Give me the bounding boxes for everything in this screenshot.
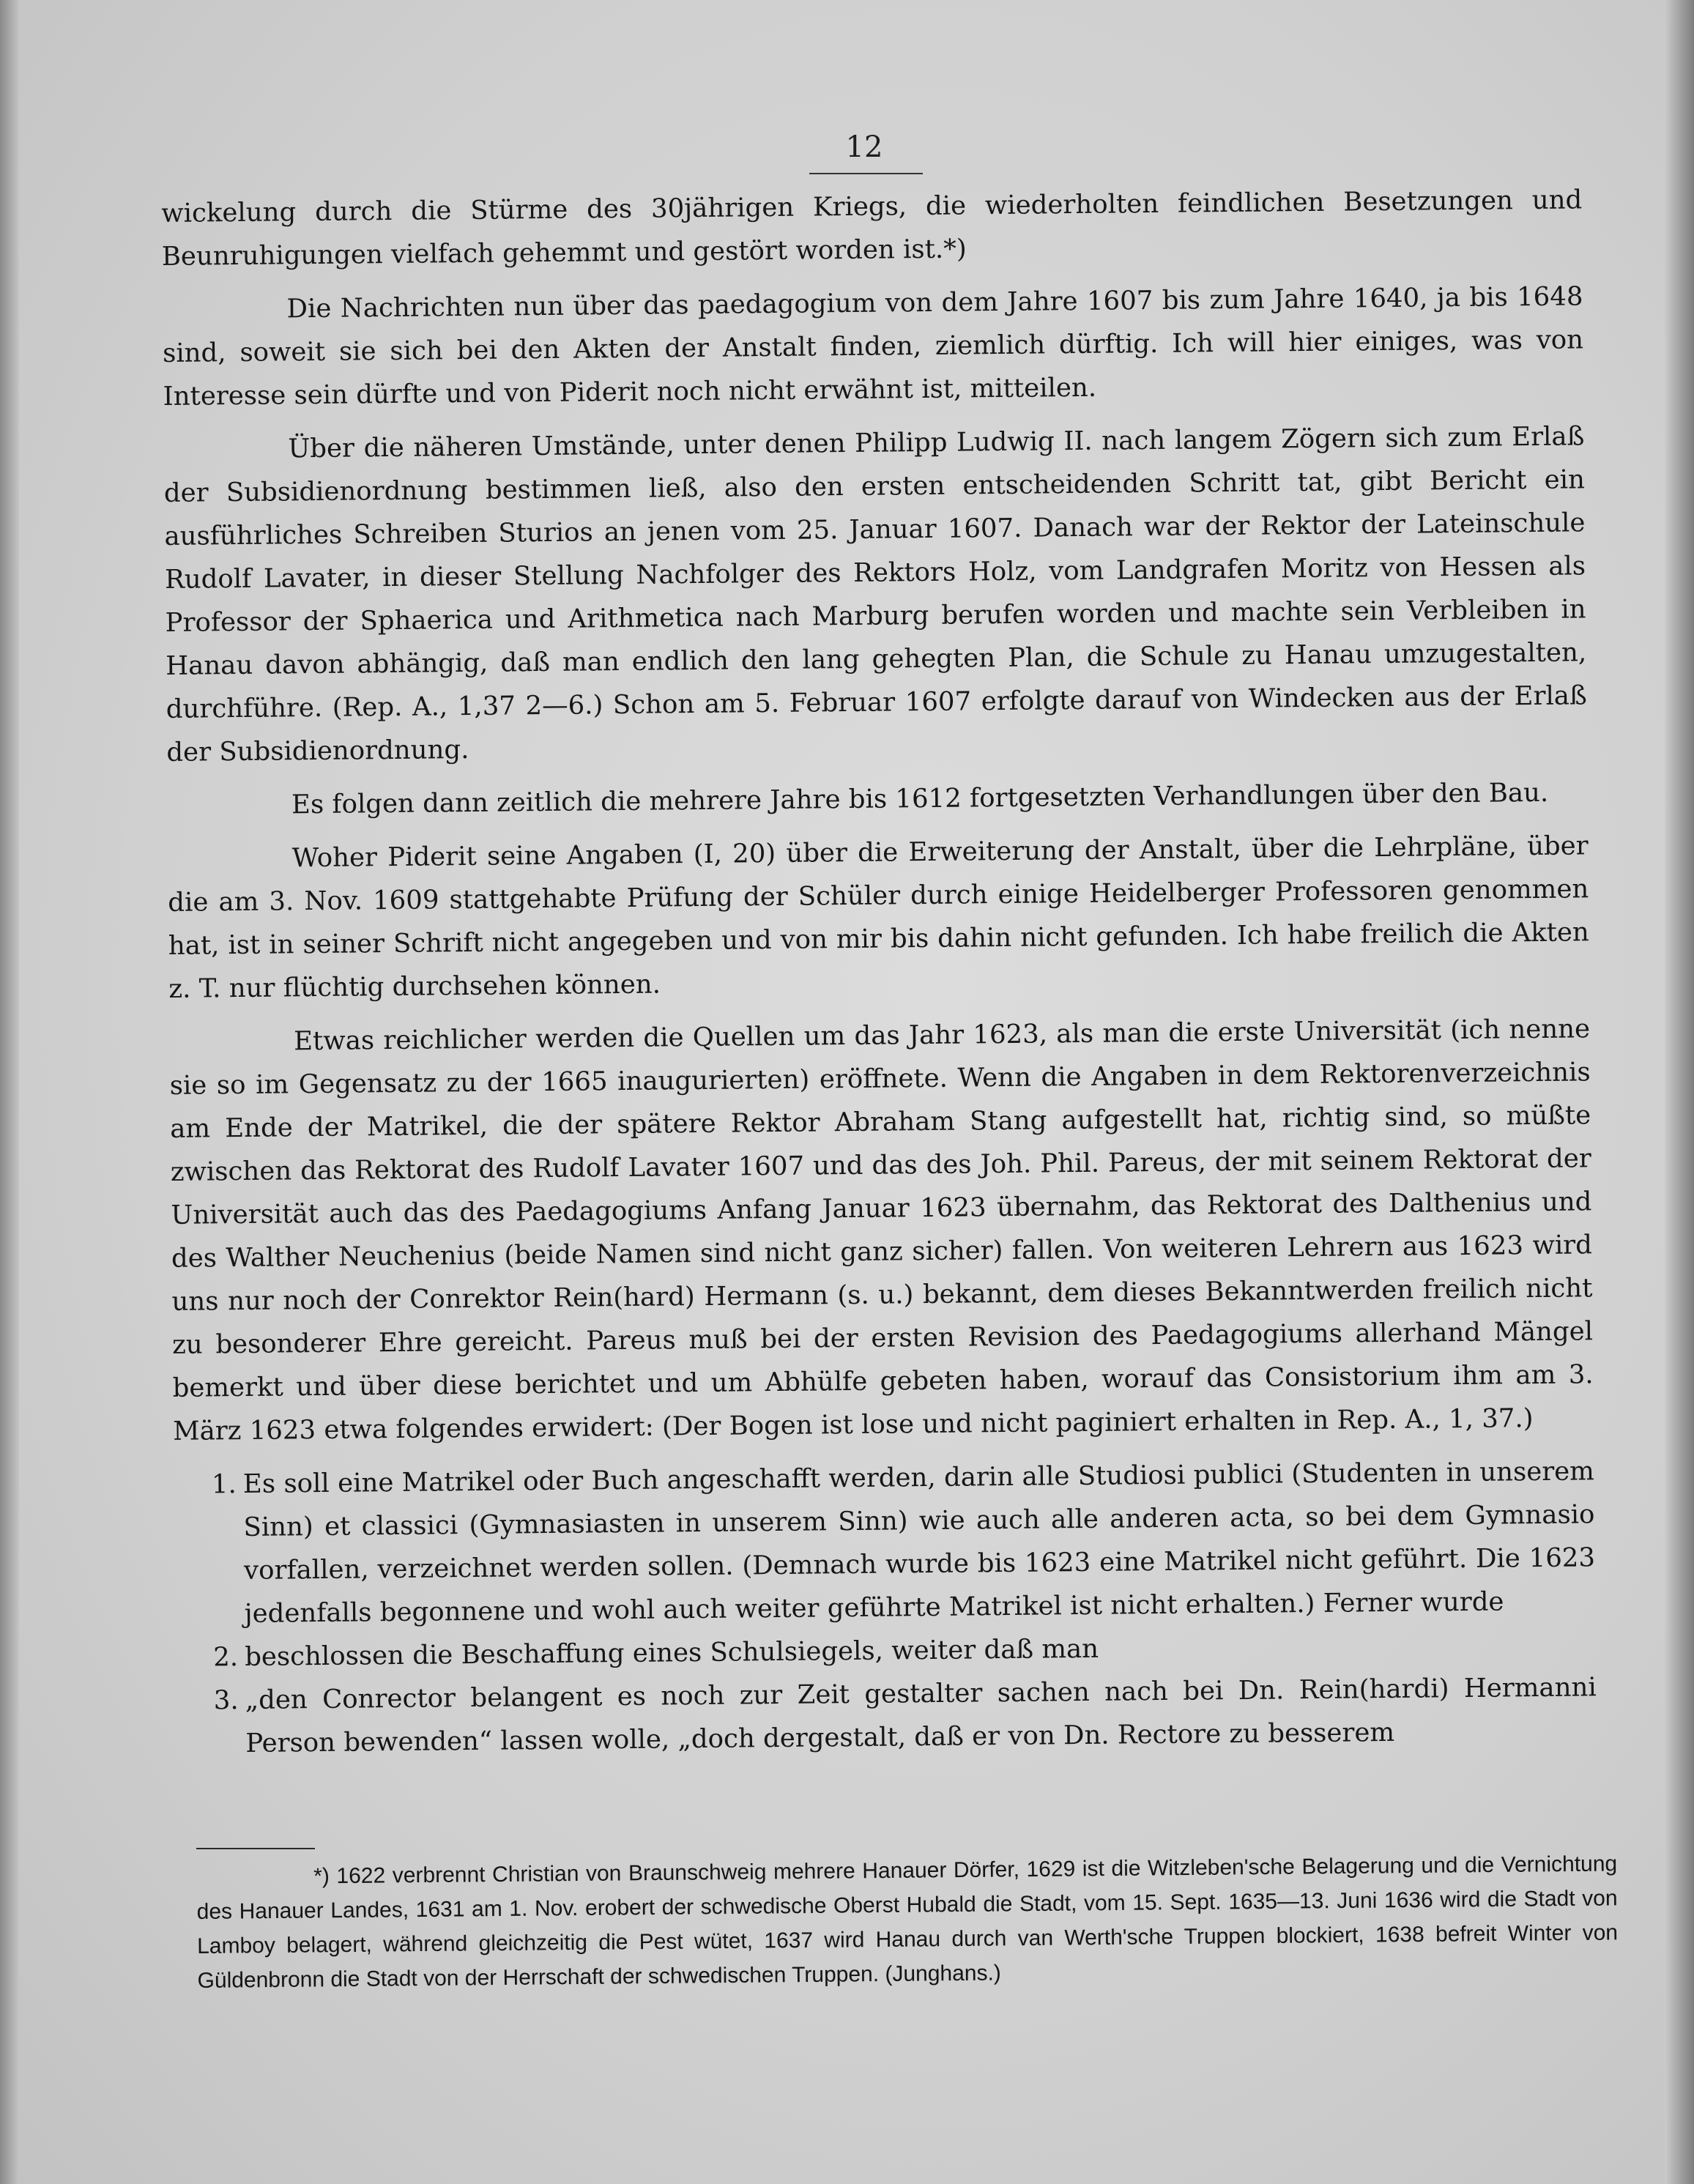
footnote-rule bbox=[196, 1848, 315, 1849]
paragraph-subsidienordnung: Über die näheren Umstände, unter denen Philipp Ludwig II. nach langem Zögern sich zum Erlaß der Subsidienordnung bestimmen ließ, also den ersten entscheidenden Schritt tat, gibt Bericht ein ausführliches Schreiben Sturios an jenen vom 25. Januar 1607. Danach war der Rektor der Lateinschule Rudolf Lavater, in dieser Stellung Nachfolger des Rektors Holz, vom Landgrafen Moritz von Hessen als Professor der Sphaerica und Arithmetica nach Marburg berufen worden und machte sein Verbleiben in Hanau davon abhängig, daß man endlich den lang gehegten Plan, die Schule zu Hanau umzugestalten, durchführe. (Rep. A., 1,37 2—6.) Schon am 5. Februar 1607 erfolgte darauf von Windecken aus der Erlaß der Subsidienordnung. bbox=[163, 421, 1587, 768]
list-item bbox=[175, 1665, 1597, 1766]
list-item-number: 2. bbox=[213, 1642, 239, 1673]
paragraph-universitaet: Etwas reichlicher werden die Quellen um das Jahr 1623, als man die erste Universität (ich nenne sie so im Gegensatz zu der 1665 inaugurierten) eröffnete. Wenn die Angaben in dem Rektorenverzeichnis am Ende der Matrikel, die der spätere Rektor Abraham Stang aufgestellt hat, richtig sind, so müßte zwischen das Rektorat des Rudolf Lavater 1607 und das des Joh. Phil. Pareus, der mit seinem Rektorat der Universität auch das des Paedagogiums Anfang Januar 1623 übernahm, das Rektorat des Dalthenius und des Walther Neuchenius (beide Namen sind nicht ganz sicher) fallen. Von weiteren Lehrern aus 1623 wird uns nur noch der Conrektor Rein(hard) Hermann (s. u.) bekannt, dem dieses Bekanntwerden freilich nicht zu besonderer Ehre gereicht. Pareus muß bei der ersten Revision des Paedagogiums allerhand Mängel bemerkt und über diese berichtet und um Abhülfe gebeten haben, worauf das Consistorium ihm am 3. März 1623 etwa folgendes erwidert: (Der Bogen ist lose und nicht paginiert erhalten in Rep. A., 1, 37.) bbox=[169, 1014, 1594, 1446]
list-item-text: „den Conrector belangent es noch zur Zeit gestalter sachen nach bei Dn. Rein(hardi) Hermanni Person bewenden“ lassen wolle, „doch dergestalt, daß er von Dn. Rectore zu besserem bbox=[245, 1672, 1597, 1758]
scan-shadow-right bbox=[1665, 0, 1694, 2184]
paragraph-bau: Es folgen dann zeitlich die mehrere Jahre bis 1612 fortgesetzten Verhandlungen über den Bau. bbox=[291, 777, 1549, 820]
numbered-list bbox=[174, 1449, 1597, 1766]
list-item-number: 3. bbox=[213, 1685, 239, 1716]
list-item bbox=[174, 1449, 1596, 1636]
page-number: 12 bbox=[845, 130, 883, 164]
footnote: *) 1622 verbrennt Christian von Braunschweig mehrere Hanauer Dörfer, 1629 ist die Witzleben'sche Belagerung und die Vernichtung des Hanauer Landes, 1631 am 1. Nov. erobert der schwedische Oberst Hubald die Stadt, vom 15. Sept. 1635—13. Juni 1636 wird die Stadt von Lamboy belagert, während gleichzeitig die Pest wütet, 1637 wird Hanau durch van Werth'sche Truppen blockiert, 1638 befreit Winter von Güldenbronn die Stadt von der Herrschaft der schwedischen Truppen. (Junghans.) bbox=[196, 1851, 1619, 1993]
main-text bbox=[161, 178, 1597, 1766]
list-item-text: beschlossen die Beschaffung eines Schulsiegels, weiter daß man bbox=[245, 1633, 1099, 1672]
page-number-rule bbox=[809, 173, 923, 174]
paragraph-sources: Die Nachrichten nun über das paedagogium von dem Jahre 1607 bis zum Jahre 1640, ja bis 1648 sind, soweit sie sich bei den Akten der Anstalt finden, ziemlich dürftig. Ich will hier einiges, was von Interesse sein dürfte und von Piderit noch nicht erwähnt ist, mitteilen. bbox=[162, 281, 1584, 412]
list-item-text: Es soll eine Matrikel oder Buch angeschafft werden, darin alle Studiosi publici (Studenten in unserem Sinn) et classici (Gymnasiasten in unserem Sinn) wie auch alle anderen acta, so bei dem Gymnasio vorfallen, verzeichnet werden sollen. (Demnach wurde bis 1623 eine Matrikel nicht geführt. Die 1623 jedenfalls begonnene und wohl auch weiter geführte Matrikel ist nicht erhalten.) Ferner wurde bbox=[242, 1456, 1596, 1629]
paragraph-continuation: wickelung durch die Stürme des 30jährigen Kriegs, die wiederholten feindlichen Besetzungen und Beunruhigungen vielfach gehemmt und gestört worden ist.*) bbox=[161, 185, 1583, 272]
paragraph-piderit: Woher Piderit seine Angaben (I, 20) über die Erweiterung der Anstalt, über die Lehrpläne, über die am 3. Nov. 1609 stattgehabte Prüfung der Schüler durch einige Heidelberger Professoren genommen hat, ist in seiner Schrift nicht angegeben und von mir bis dahin nicht gefunden. Ich habe freilich die Akten z. T. nur flüchtig durchsehen können. bbox=[168, 831, 1589, 1004]
scan-shadow-left bbox=[0, 0, 19, 2184]
list-item-number: 1. bbox=[211, 1469, 237, 1500]
